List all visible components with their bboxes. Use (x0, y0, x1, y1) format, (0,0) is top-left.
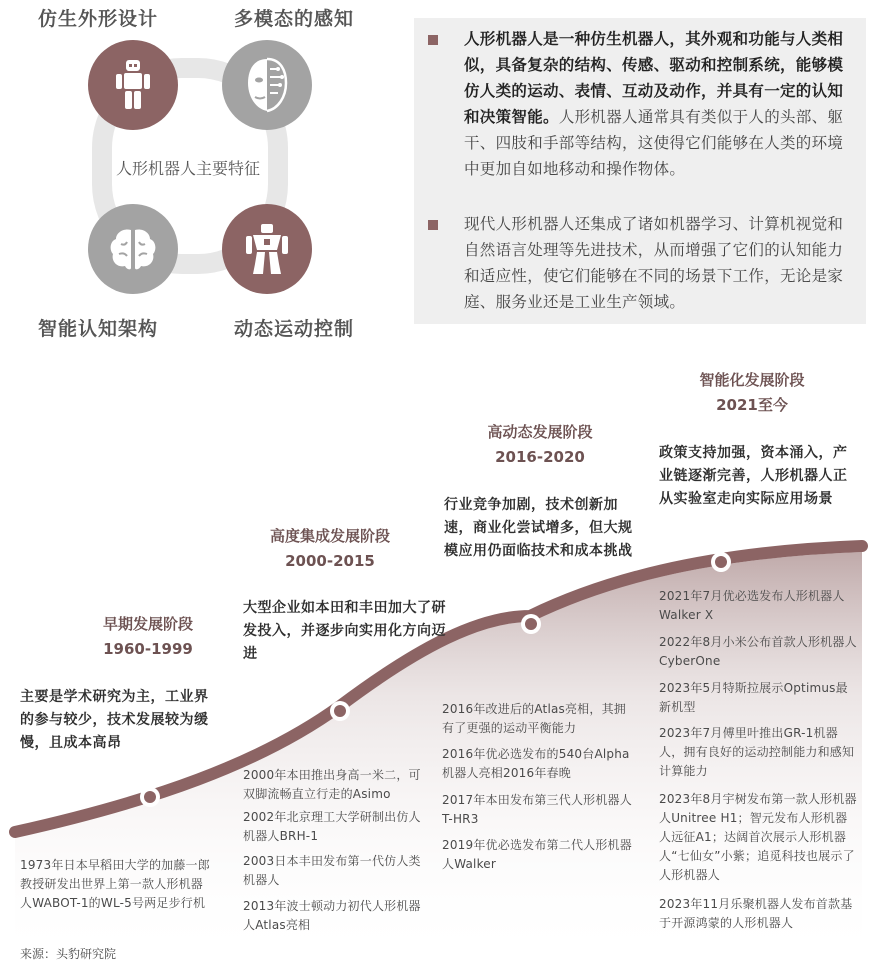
stage-3-event: 2017年本田发布第三代人形机器人T-HR3 (442, 793, 632, 826)
stage-4-event: 2023年11月乐聚机器人发布首款基于开源鸿蒙的人形机器人 (659, 897, 853, 930)
features-center-label: 人形机器人主要特征 (116, 159, 261, 178)
stage-3-event: 2016年改进后的Atlas亮相，其拥有了更强的运动平衡能力 (442, 702, 626, 735)
stage-2-event: 2013年波士顿动力初代人形机器人Atlas亮相 (243, 899, 421, 932)
stage-4-event: 2021年7月优必选发布人形机器人Walker X (659, 589, 845, 622)
timeline-dot (521, 614, 541, 634)
stage-2-event: 2003日本丰田发布第一代仿人类机器人 (243, 854, 421, 887)
stage-3-header (450, 420, 630, 470)
stage-3-event: 2016年优必选发布的540台Alpha机器人亮相2016年春晚 (442, 747, 630, 780)
stage-1-event: 1973年日本早稻田大学的加藤一郎教授研发出世界上第一款人形机器人WABOT-1的WL-5号两足步行机 (20, 858, 210, 910)
stage-2-period: 2000-2015 (285, 552, 375, 570)
description-paragraph-2: 现代人形机器人还集成了诸如机器学习、计算机视觉和自然语言处理等先进技术，从而增强了它们的认知能力和适应性，使它们能够在不同的场景下工作，无论是家庭、服务业还是工业生产领域。 (464, 215, 844, 311)
stage-1-name: 早期发展阶段 (102, 615, 193, 633)
feature-label-cognition: 智能认知架构 (38, 318, 159, 340)
stage-1-summary: 主要是学术研究为主，工业界的参与较少，技术发展较为缓慢，且成本高昂 (20, 689, 209, 751)
feature-label-perception: 多模态的感知 (234, 8, 355, 30)
stage-4-event: 2023年5月特斯拉展示Optimus最新机型 (659, 681, 848, 714)
stage-4-summary: 政策支持加强，资本涌入，产业链逐渐完善，人形机器人正从实验室走向实际应用场景 (659, 445, 848, 507)
description-paragraph-1-bold: 人形机器人是一种仿生机器人，其外观和功能与人类相似，具备复杂的结构、传感、驱动和控制系统，能够模仿人类的运动、表情、互动及动作，并具有一定的认知和决策智能。 (464, 30, 844, 126)
stage-1-header (58, 612, 238, 662)
stage-4-period: 2021至今 (716, 396, 788, 414)
stage-3-name: 高动态发展阶段 (487, 423, 593, 441)
stage-4-event: 2023年7月傅里叶推出GR-1机器人，拥有良好的运动控制能力和感知计算能力 (659, 726, 855, 778)
stage-3-period: 2016-2020 (495, 448, 585, 466)
stage-2-summary: 大型企业如本田和丰田加大了研发投入，并逐步向实用化方向迈进 (243, 600, 446, 662)
timeline-dot (140, 787, 160, 807)
stage-3-summary: 行业竞争加剧，技术创新加速，商业化尝试增多，但大规模应用仍面临技术和成本挑战 (444, 497, 633, 559)
timeline-dot (330, 701, 350, 721)
description-paragraph-1-rest: 人形机器人通常具有类似于人的头部、躯干、四肢和手部等结构，这使得它们能够在人类的环境中更加自如地移动和操作物体。 (464, 108, 844, 178)
feature-label-motion: 动态运动控制 (234, 318, 355, 340)
stage-4-event: 2022年8月小米公布首款人形机器人CyberOne (659, 635, 857, 668)
stage-3-event: 2019年优必选发布第二代人形机器人Walker (442, 838, 632, 871)
timeline-dot (711, 552, 731, 572)
stage-4-name: 智能化发展阶段 (699, 371, 805, 389)
stage-2-header (240, 524, 420, 574)
stage-2-event: 2000年本田推出身高一米二，可双脚流畅直立行走的Asimo (243, 768, 421, 801)
stage-4-header (662, 368, 842, 418)
source-note: 来源：头豹研究院 (20, 947, 117, 961)
stage-1-period: 1960-1999 (103, 640, 193, 658)
stage-2-name: 高度集成发展阶段 (269, 527, 390, 545)
stage-4-event: 2023年8月宇树发布第一款人形机器人Unitree H1；智元发布人形机器人远征A1；达阔首次展示人形机器人“七仙女”小紫；追觅科技也展示了人形机器人 (659, 792, 857, 882)
stage-2-event: 2002年北京理工大学研制出仿人机器人BRH-1 (243, 810, 421, 843)
feature-label-bionic: 仿生外形设计 (38, 8, 159, 30)
